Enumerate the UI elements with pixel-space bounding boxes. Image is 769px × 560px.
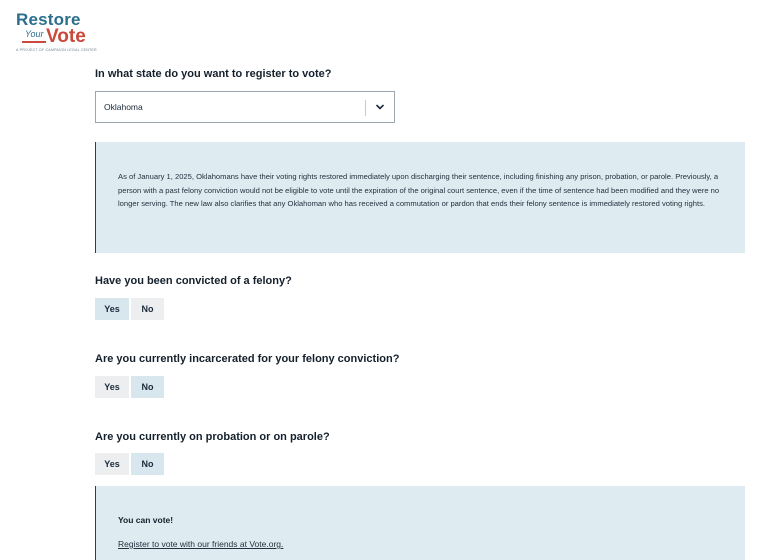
state-select[interactable]	[95, 91, 395, 123]
logo-tagline: A PROJECT OF CAMPAIGN LEGAL CENTER	[16, 48, 97, 52]
result-box	[95, 486, 745, 560]
restore-your-vote-logo[interactable]	[16, 10, 106, 54]
incarcerated-no-button[interactable]: No	[131, 376, 164, 398]
state-select-value: Oklahoma	[104, 102, 143, 112]
chevron-down-icon[interactable]	[374, 101, 386, 113]
felony-no-button[interactable]: No	[131, 298, 164, 320]
result-title: You can vote!	[118, 515, 174, 525]
felony-yes-button[interactable]: Yes	[95, 298, 129, 320]
vote-org-link[interactable]: Register to vote with our friends at Vote.org.	[118, 539, 284, 549]
state-info-text: As of January 1, 2025, Oklahomans have their voting rights restored immediately upon discharging their sentence, including finishing any prison, probation, or parole. Previously, a person with a past felony conviction would not be eligible to vote until the expiration of the original court sentence, even if the time of sentence had been modified and they were no longer serving. The new law also clarifies that any Oklahoman who has received a commutation or pardon that ends their felony sentence is immediately restored voting rights.	[118, 172, 720, 209]
logo-underline	[22, 41, 46, 43]
incarcerated-question-label: Are you currently incarcerated for your felony conviction?	[95, 353, 400, 365]
logo-restore-text: Restore	[16, 10, 81, 29]
felony-question-label: Have you been convicted of a felony?	[95, 275, 292, 287]
state-info-box	[95, 142, 745, 253]
logo-vote-text: Vote	[46, 26, 86, 47]
logo-your-text: Your	[25, 29, 44, 39]
state-question-label: In what state do you want to register to vote?	[95, 68, 332, 80]
incarcerated-yes-button[interactable]: Yes	[95, 376, 129, 398]
probation-no-button[interactable]: No	[131, 453, 164, 475]
probation-yes-button[interactable]: Yes	[95, 453, 129, 475]
probation-question-label: Are you currently on probation or on parole?	[95, 431, 330, 443]
select-divider	[365, 100, 366, 116]
